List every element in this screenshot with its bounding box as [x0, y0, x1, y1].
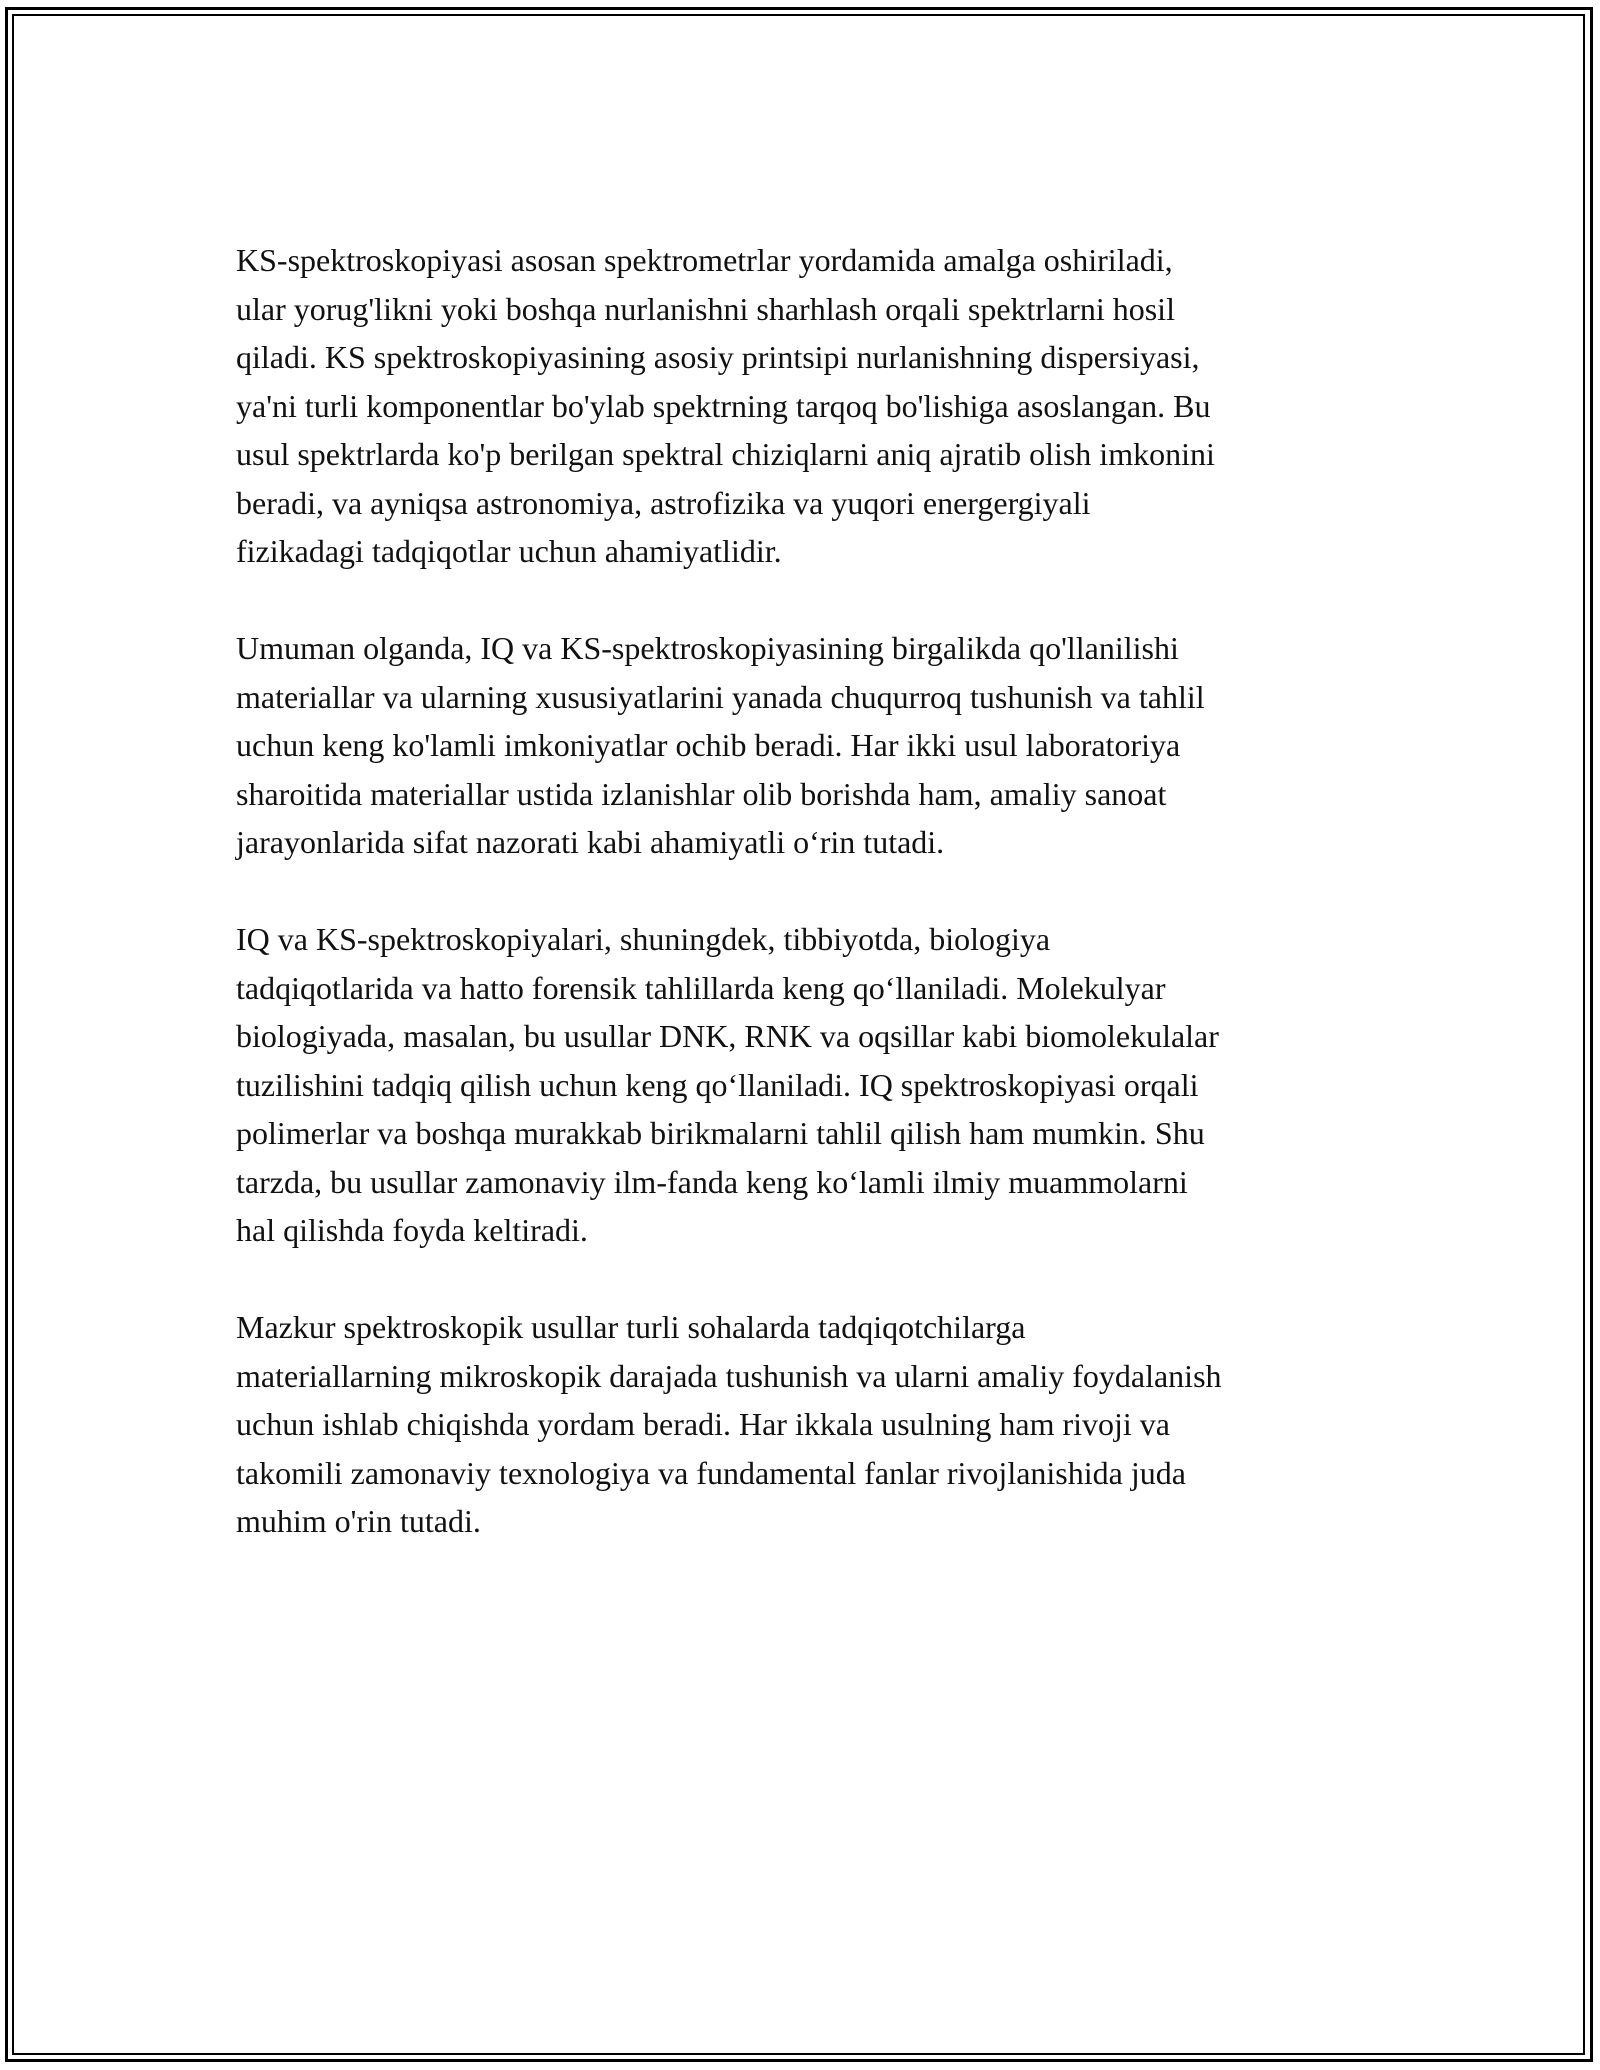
paragraph-2: Umuman olganda, IQ va KS-spektroskopiyasining birgalikda qo'llanilishi materiallar va ularning xususiyatlarini yanada chuqurroq tushunish va tahlil uchun keng ko'lamli imkoniyatlar ochib beradi. Har ikki usul laboratoriya sharoitida materiallar ustida izlanishlar olib borishda ham, amaliy sanoat jarayonlarida sifat nazorati kabi ahamiyatli o‘rin tutadi.: [236, 630, 1205, 860]
paragraph-1: KS-spektroskopiyasi asosan spektrometrlar yordamida amalga oshiriladi, ular yorug'likni yoki boshqa nurlanishni sharhlash orqali spektrlarni hosil qiladi. KS spektroskopiyasining asosiy printsipi nurlanishning dispersiyasi, ya'ni turli komponentlar bo'ylab spektrning tarqoq bo'lishiga asoslangan. Bu usul spektrlarda ko'p berilgan spektral chiziqlarni aniq ajratib olish imkonini beradi, va ayniqsa astronomiya, astrofizika va yuqori energergiyali fizikadagi tadqiqotlar uchun ahamiyatlidir.: [236, 242, 1215, 569]
document-body: [236, 236, 1386, 1594]
paragraph-4: Mazkur spektroskopik usullar turli sohalarda tadqiqotchilarga materiallarning mikroskopik darajada tushunish va ularni amaliy foydalanish uchun ishlab chiqishda yordam beradi. Har ikkala usulning ham rivoji va takomili zamonaviy texnologiya va fundamental fanlar rivojlanishida juda muhim o'rin tutadi.: [236, 1309, 1222, 1539]
paragraph-3: IQ va KS-spektroskopiyalari, shuningdek, tibbiyotda, biologiya tadqiqotlarida va hatto forensik tahlillarda keng qo‘llaniladi. Molekulyar biologiyada, masalan, bu usullar DNK, RNK va oqsillar kabi biomolekulalar tuzilishini tadqiq qilish uchun keng qo‘llaniladi. IQ spektroskopiyasi orqali polimerlar va boshqa murakkab birikmalarni tahlil qilish ham mumkin. Shu tarzda, bu usullar zamonaviy ilm-fanda keng ko‘lamli ilmiy muammolarni hal qilishda foyda keltiradi.: [236, 921, 1219, 1248]
